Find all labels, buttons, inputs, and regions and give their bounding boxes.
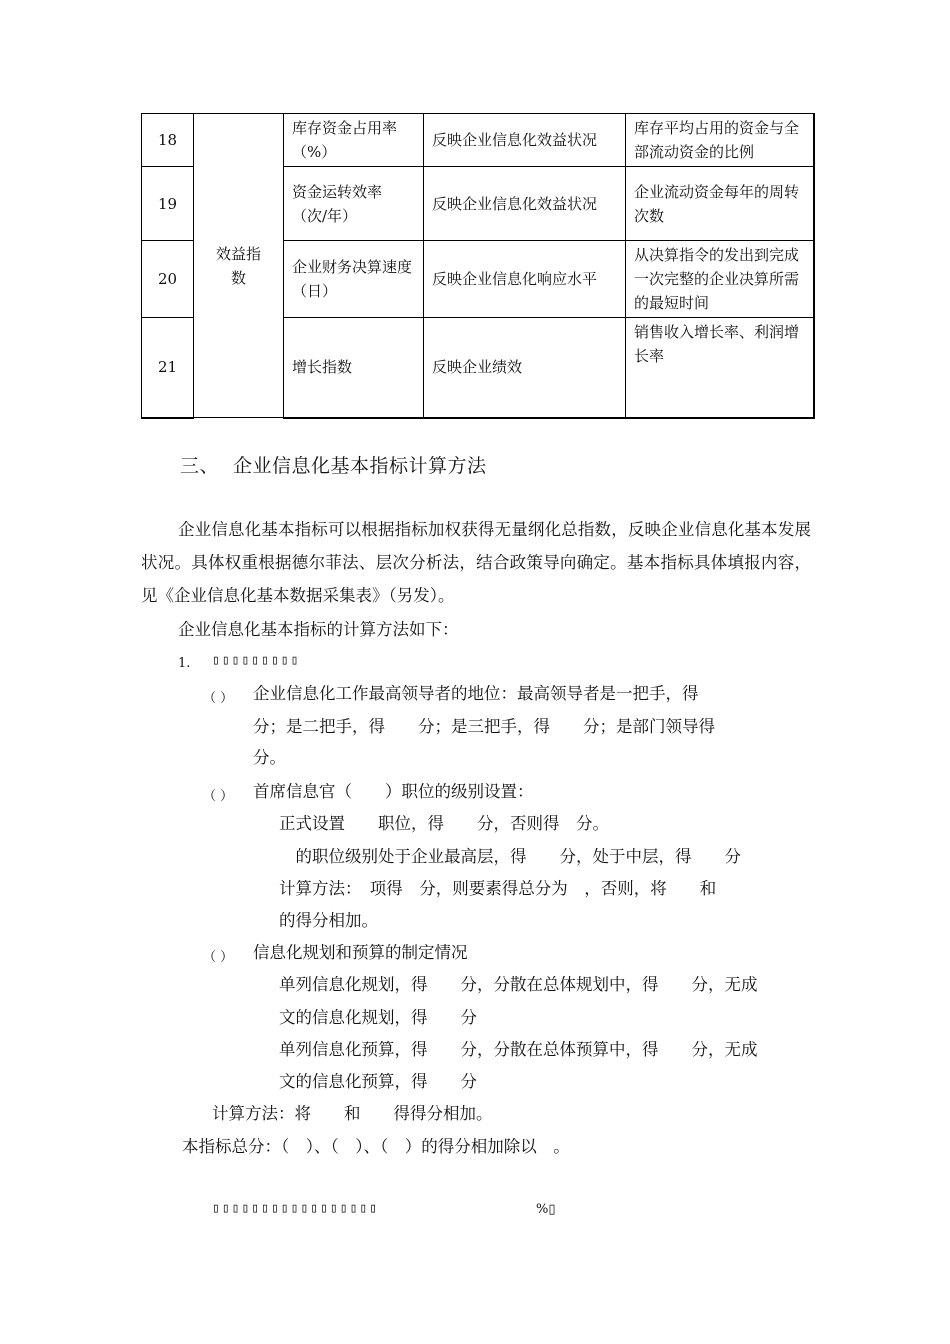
row-number: 21 <box>142 318 194 418</box>
sub3-line: 文的信息化预算，得 分 <box>279 1072 477 1091</box>
sub3-line: 单列信息化预算，得 分，分散在总体预算中，得 分，无成 <box>279 1040 758 1059</box>
section-title: 企业信息化基本指标计算方法 <box>233 455 487 477</box>
sub2-line: 正式设置 职位，得 分，否则得 分。 <box>279 814 609 833</box>
indicator-table <box>141 113 815 419</box>
sub3-line: 信息化规划和预算的制定情况 <box>253 943 468 962</box>
indicator-total: 本指标总分：（ ）、（ ）、（ ）的得分相加除以 。 <box>182 1137 570 1156</box>
row-number: 19 <box>142 167 194 241</box>
sub1-line: 企业信息化工作最高领导者的地位：最高领导者是一把手，得 <box>253 684 699 703</box>
indicator-name: 库存资金占用率（%） <box>284 114 424 167</box>
sub1-line: 分。 <box>253 748 286 767</box>
calc-method: 计算方法：将 和 得得分相加。 <box>212 1104 493 1123</box>
indicator-purpose: 反映企业绩效 <box>424 318 626 418</box>
method-intro: 企业信息化基本指标的计算方法如下： <box>178 620 459 639</box>
sub-marker: （ ） <box>203 789 234 804</box>
indicator-purpose: 反映企业信息化效益状况 <box>424 114 626 167</box>
footer-tail: %▯ <box>536 1202 556 1217</box>
sub-marker: （ ） <box>203 691 234 706</box>
section-number: 三、 <box>180 455 220 477</box>
indicator-name: 增长指数 <box>284 318 424 418</box>
indicator-description: 库存平均占用的资金与全部流动资金的比例 <box>626 114 814 167</box>
sub1-line: 分；是二把手，得 分；是三把手，得 分；是部门领导得 <box>253 717 715 736</box>
intro-paragraph: 企业信息化基本指标可以根据指标加权获得无量纲化总指数，反映企业信息化基本发展状况。具体权重根据德尔菲法、层次分析法，结合政策导向确定。基本指标具体填报内容，见《企业信息化基本数据采集表》（另发）。 <box>141 520 811 605</box>
item-heading-garbled: ▯▯▯▯▯▯▯▯▯ <box>212 653 301 668</box>
indicator-description: 销售收入增长率、利润增长率 <box>626 318 814 418</box>
sub2-line: 的得分相加。 <box>279 911 378 930</box>
indicator-purpose: 反映企业信息化响应水平 <box>424 241 626 318</box>
category-cell <box>194 114 284 418</box>
indicator-purpose: 反映企业信息化效益状况 <box>424 167 626 241</box>
row-number: 20 <box>142 241 194 318</box>
indicator-name: 企业财务决算速度（日） <box>284 241 424 318</box>
sub2-line: 计算方法： 项得 分，则要素得总分为 ，否则，将 和 <box>279 879 717 898</box>
indicator-name: 资金运转效率（次/年） <box>284 167 424 241</box>
item-marker: 1. <box>178 656 191 671</box>
sub3-line: 单列信息化规划，得 分，分散在总体规划中，得 分，无成 <box>279 975 758 994</box>
footer-garbled: ▯▯▯▯▯▯▯▯▯▯▯▯▯▯▯▯▯ <box>212 1201 380 1216</box>
sub2-line: 的职位级别处于企业最高层，得 分，处于中层，得 分 <box>279 847 741 866</box>
indicator-description: 企业流动资金每年的周转次数 <box>626 167 814 241</box>
category-label: 效益指数 <box>215 244 261 287</box>
section-heading <box>180 451 501 478</box>
table-row <box>142 114 814 167</box>
sub-marker: （ ） <box>203 950 234 965</box>
indicator-description: 从决算指令的发出到完成一次完整的企业决算所需的最短时间 <box>626 241 814 318</box>
sub2-line: 首席信息官（ ）职位的级别设置： <box>253 782 534 801</box>
row-number: 18 <box>142 114 194 167</box>
sub3-line: 文的信息化规划，得 分 <box>279 1008 477 1027</box>
